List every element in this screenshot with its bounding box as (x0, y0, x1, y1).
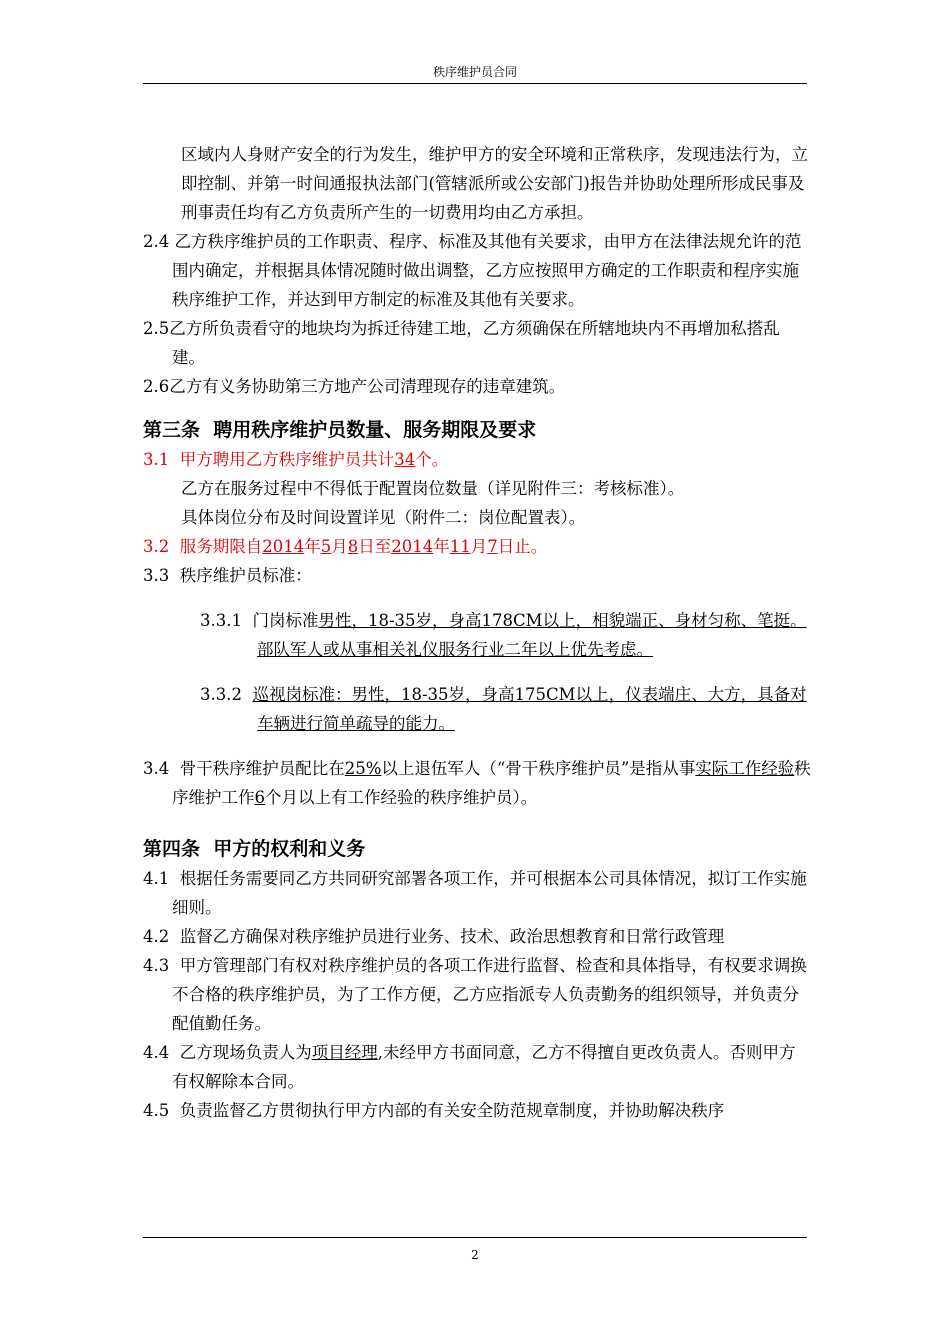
clause-2-6: 2.6乙方有义务协助第三方地产公司清理现存的违章建筑。 (143, 377, 566, 396)
clause-4-4: 4.4 乙方现场负责人为项目经理,未经甲方书面同意，乙方不得擅自更改负责人。否则甲方有权解除本合同。 (143, 1043, 796, 1091)
paragraph-continued: 区域内人身财产安全的行为发生，维护甲方的安全环境和正常秩序，发现违法行为，立即控制、并第一时间通报执法部门(管辖派所或公安部门)报告并协助处理所形成民事及刑事责任均有乙方负责所产生的一切费用均由乙方承担。 (181, 145, 808, 222)
clause-3-3-2: 3.3.2 巡视岗标准：男性，18-35岁，身高175CM以上，仪表端庄、大方，具备对车辆进行简单疏导的能力。 (200, 685, 807, 733)
page-number: 2 (471, 1248, 479, 1262)
clause-3-1-detail-b: 具体岗位分布及时间设置详见（附件二：岗位配置表）。 (181, 508, 586, 527)
footer-divider (143, 1237, 807, 1238)
clause-3-2: 3.2 服务期限自2014年5月8日至2014年11月7日止。 (143, 537, 548, 556)
header-title: 秩序维护员合同 (432, 65, 517, 79)
clause-2-4: 2.4 乙方秩序维护员的工作职责、程序、标准及其他有关要求，由甲方在法律法规允许的范围内确定，并根据具体情况随时做出调整，乙方应按照甲方确定的工作职责和程序实施秩序维护工作，并达到甲方制定的标准及其他有关要求。 (143, 232, 802, 309)
clause-4-2: 4.2 监督乙方确保对秩序维护员进行业务、技术、政治思想教育和日常行政管理 (143, 927, 725, 946)
clause-4-1: 4.1 根据任务需要同乙方共同研究部署各项工作，并可根据本公司具体情况，拟订工作实施细则。 (143, 869, 807, 917)
clause-4-5: 4.5 负责监督乙方贯彻执行甲方内部的有关安全防范规章制度，并协助解决秩序 (143, 1101, 725, 1120)
page-header (143, 63, 807, 84)
clause-2-5: 2.5乙方所负责看守的地块均为拆迁待建工地，乙方须确保在所辖地块内不再增加私搭乱建。 (143, 319, 780, 367)
document-body (143, 140, 811, 1125)
clause-3-1-detail-a: 乙方在服务过程中不得低于配置岗位数量（详见附件三：考核标准）。 (181, 479, 685, 498)
article-4-heading: 第四条 甲方的权利和义务 (143, 838, 366, 860)
article-3-heading: 第三条 聘用秩序维护员数量、服务期限及要求 (143, 419, 537, 441)
clause-3-3: 3.3 秩序维护员标准： (143, 566, 312, 585)
clause-3-4: 3.4 骨干秩序维护员配比在25%以上退伍军人（“骨干秩序维护员”是指从事实际工作经验秩序维护工作6个月以上有工作经验的秩序维护员）。 (143, 759, 811, 807)
clause-4-3: 4.3 甲方管理部门有权对秩序维护员的各项工作进行监督、检查和具体指导，有权要求调换不合格的秩序维护员，为了工作方便，乙方应指派专人负责勤务的组织领导，并负责分配值勤任务。 (143, 956, 807, 1033)
clause-3-1: 3.1 甲方聘用乙方秩序维护员共计34个。 (143, 450, 449, 469)
clause-3-3-1: 3.3.1 门岗标准男性，18-35岁，身高178CM以上，相貌端正、身材匀称、笔挺。部队军人或从事相关礼仪服务行业二年以上优先考虑。 (200, 611, 807, 659)
